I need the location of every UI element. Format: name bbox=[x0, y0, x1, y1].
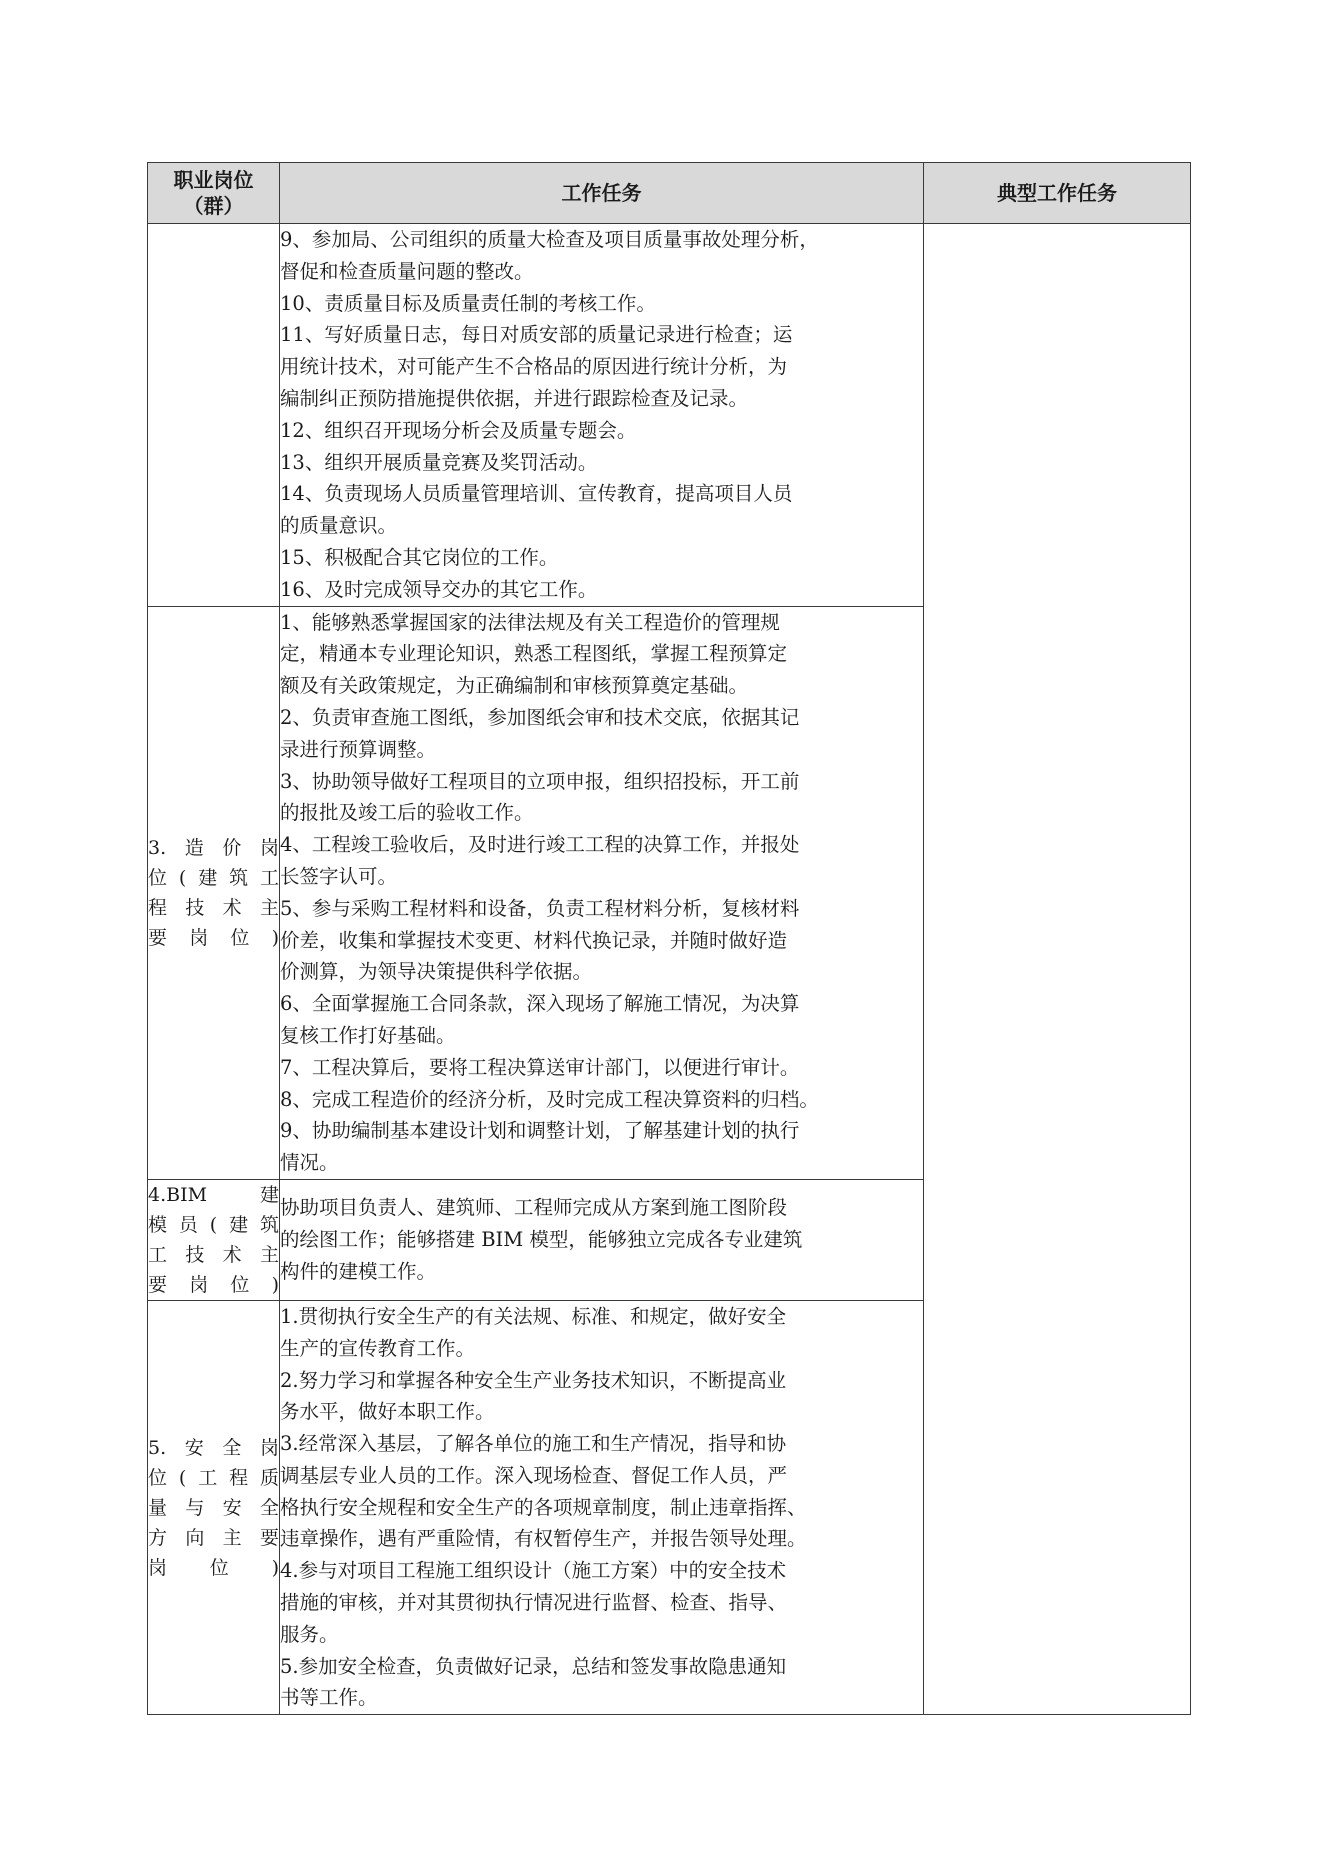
header-post bbox=[148, 163, 280, 224]
table-header-row bbox=[148, 163, 1191, 224]
task-line: 3、协助领导做好工程项目的立项申报，组织招投标，开工前 bbox=[280, 769, 800, 793]
task-line: 违章操作，遇有严重险情，有权暂停生产，并报告领导处理。 bbox=[280, 1527, 807, 1551]
task-line: 价测算，为领导决策提供科学依据。 bbox=[280, 960, 593, 984]
task-line: 4.参与对项目工程施工组织设计（施工方案）中的安全技术 bbox=[280, 1559, 787, 1583]
post-cell-line: 位(建筑工 bbox=[148, 866, 279, 889]
post-cell-line: 位(工程质 bbox=[148, 1466, 279, 1489]
task-line: 1、能够熟悉掌握国家的法律法规及有关工程造价的管理规 bbox=[280, 610, 780, 634]
task-line: 协助项目负责人、建筑师、工程师完成从方案到施工图阶段 bbox=[280, 1196, 788, 1220]
task-line: 额及有关政策规定，为正确编制和审核预算奠定基础。 bbox=[280, 674, 749, 698]
typical-task-cell bbox=[924, 224, 1191, 1715]
task-line: 定，精通本专业理论知识，熟悉工程图纸，掌握工程预算定 bbox=[280, 642, 788, 666]
task-line: 4、工程竣工验收后，及时进行竣工工程的决算工作，并报处 bbox=[280, 833, 800, 857]
task-line: 14、负责现场人员质量管理培训、宣传教育，提高项目人员 bbox=[280, 482, 793, 506]
task-line: 长签字认可。 bbox=[280, 864, 398, 888]
task-line: 5、参与采购工程材料和设备，负责工程材料分析，复核材料 bbox=[280, 896, 800, 920]
header-post-line1: 职业岗位 bbox=[173, 168, 254, 192]
post-cell bbox=[148, 606, 280, 1179]
task-line: 用统计技术，对可能产生不合格品的原因进行统计分析，为 bbox=[280, 355, 788, 379]
task-line: 12、组织召开现场分析会及质量专题会。 bbox=[280, 418, 637, 442]
task-line: 2.努力学习和掌握各种安全生产业务技术知识，不断提高业 bbox=[280, 1368, 787, 1392]
task-line: 11、写好质量日志，每日对质安部的质量记录进行检查；运 bbox=[280, 323, 793, 347]
post-cell-line: 工技术主 bbox=[148, 1243, 279, 1266]
tasks-cell bbox=[280, 224, 924, 607]
post-cell-line: 5.安全岗 bbox=[148, 1436, 279, 1459]
job-task-table bbox=[147, 162, 1191, 1715]
header-post-line2: （群） bbox=[183, 194, 244, 218]
tasks-cell bbox=[280, 606, 924, 1179]
task-line: 1.贯彻执行安全生产的有关法规、标准、和规定，做好安全 bbox=[280, 1304, 787, 1328]
post-cell-line: 程技术主 bbox=[148, 896, 279, 919]
task-line: 督促和检查质量问题的整改。 bbox=[280, 259, 534, 283]
post-cell-line: 要岗位) bbox=[148, 1273, 279, 1296]
task-line: 情况。 bbox=[280, 1151, 339, 1175]
task-line: 9、参加局、公司组织的质量大检查及项目质量事故处理分析， bbox=[280, 228, 819, 251]
task-line: 2、负责审查施工图纸，参加图纸会审和技术交底，依据其记 bbox=[280, 705, 800, 729]
post-cell-line: 模员(建筑 bbox=[148, 1213, 279, 1236]
task-line: 录进行预算调整。 bbox=[280, 737, 437, 761]
task-line: 5.参加安全检查，负责做好记录，总结和签发事故隐患通知 bbox=[280, 1654, 787, 1678]
task-line: 措施的审核，并对其贯彻执行情况进行监督、检查、指导、 bbox=[280, 1591, 788, 1615]
task-line: 编制纠正预防措施提供依据，并进行跟踪检查及记录。 bbox=[280, 386, 749, 410]
post-cell-line: 方向主要 bbox=[148, 1526, 279, 1549]
task-line: 15、积极配合其它岗位的工作。 bbox=[280, 545, 559, 569]
task-line: 复核工作打好基础。 bbox=[280, 1023, 456, 1047]
task-line: 务水平，做好本职工作。 bbox=[280, 1400, 495, 1424]
post-cell-line: 3.造价岗 bbox=[148, 836, 279, 859]
task-line: 6、全面掌握施工合同条款，深入现场了解施工情况，为决算 bbox=[280, 992, 800, 1016]
task-line: 格执行安全规程和安全生产的各项规章制度，制止违章指挥、 bbox=[280, 1495, 807, 1519]
post-cell bbox=[148, 1300, 280, 1714]
header-tasks: 工作任务 bbox=[280, 163, 924, 224]
post-cell bbox=[148, 1179, 280, 1300]
task-line: 10、责质量目标及质量责任制的考核工作。 bbox=[280, 291, 656, 315]
post-cell bbox=[148, 224, 280, 607]
task-line: 的报批及竣工后的验收工作。 bbox=[280, 801, 534, 825]
task-line: 书等工作。 bbox=[280, 1686, 378, 1710]
task-line: 7、工程决算后，要将工程决算送审计部门，以便进行审计。 bbox=[280, 1055, 800, 1079]
task-line: 8、完成工程造价的经济分析，及时完成工程决算资料的归档。 bbox=[280, 1087, 819, 1111]
tasks-cell bbox=[280, 1300, 924, 1714]
task-line: 服务。 bbox=[280, 1622, 339, 1646]
table-row bbox=[148, 224, 1191, 607]
task-line: 3.经常深入基层，了解各单位的施工和生产情况，指导和协 bbox=[280, 1432, 787, 1456]
task-line: 生产的宣传教育工作。 bbox=[280, 1336, 476, 1360]
task-line: 调基层专业人员的工作。深入现场检查、督促工作人员，严 bbox=[280, 1463, 788, 1487]
task-line: 构件的建模工作。 bbox=[280, 1259, 437, 1283]
tasks-cell bbox=[280, 1179, 924, 1300]
task-line: 13、组织开展质量竞赛及奖罚活动。 bbox=[280, 450, 598, 474]
task-line: 的质量意识。 bbox=[280, 514, 398, 538]
task-line: 16、及时完成领导交办的其它工作。 bbox=[280, 577, 598, 601]
post-cell-line: 量与安全 bbox=[148, 1496, 279, 1519]
task-line: 的绘图工作；能够搭建 BIM 模型，能够独立完成各专业建筑 bbox=[280, 1228, 803, 1251]
header-typical: 典型工作任务 bbox=[924, 163, 1191, 224]
post-cell-line: 要岗位) bbox=[148, 926, 279, 949]
post-cell-line: 4.BIM 建 bbox=[148, 1183, 279, 1206]
post-cell-line: 岗位) bbox=[148, 1556, 279, 1579]
task-line: 价差，收集和掌握技术变更、材料代换记录，并随时做好造 bbox=[280, 928, 788, 952]
task-line: 9、协助编制基本建设计划和调整计划，了解基建计划的执行 bbox=[280, 1119, 800, 1143]
